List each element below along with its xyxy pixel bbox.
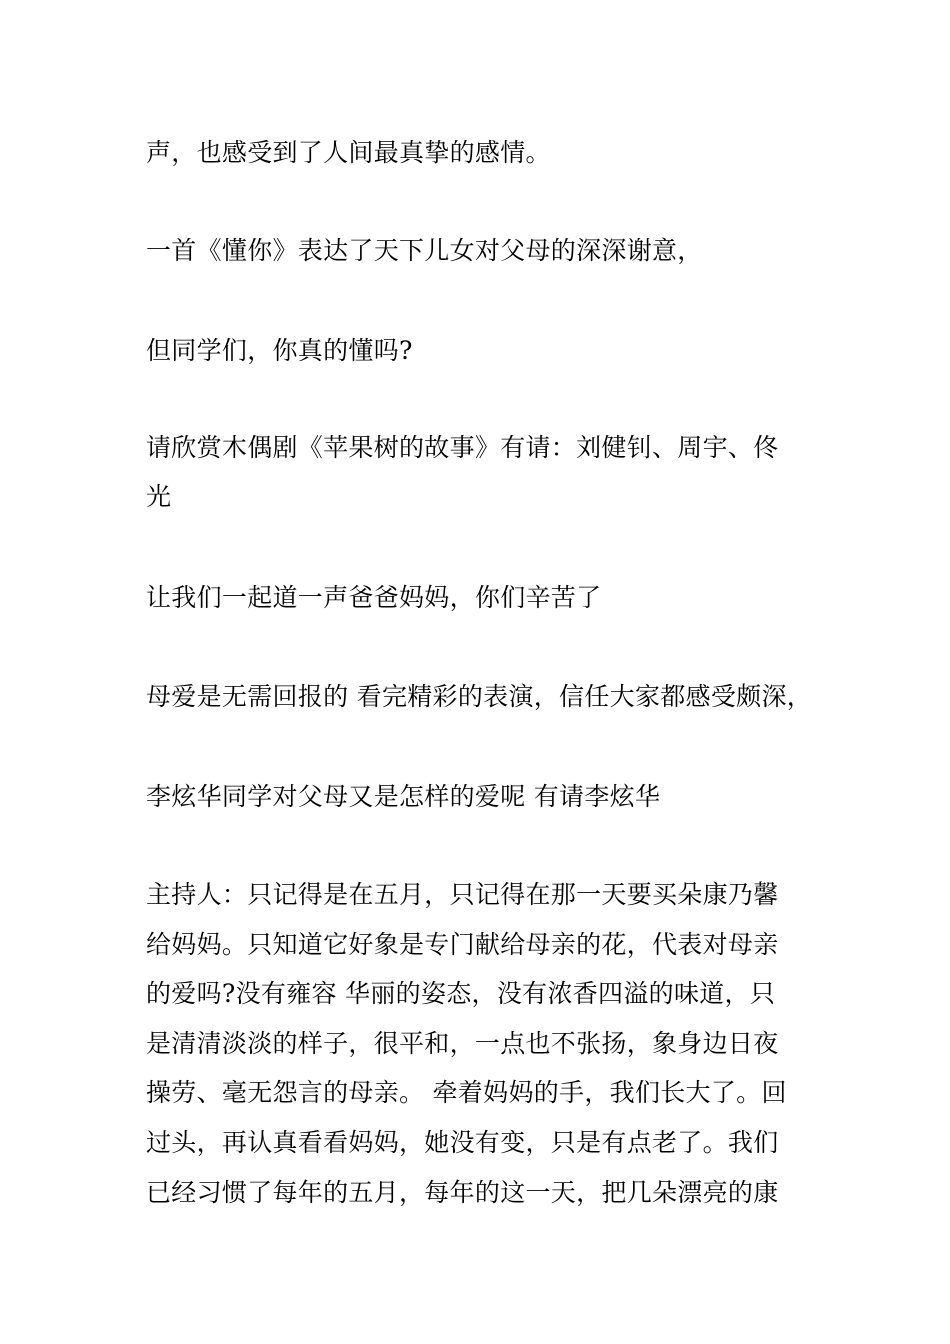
text-line: 让我们一起道一声爸爸妈妈，你们辛苦了 [146,583,602,612]
text-line: 请欣赏木偶剧《苹果树的故事》有请：刘健钊、周宇、佟 [146,433,779,462]
paragraph-4-line-2 [146,482,816,512]
text-line: 李炫华同学对父母又是怎样的爱呢 有请李炫华 [146,782,661,811]
text-line: 但同学们，你真的懂吗? [146,336,413,365]
paragraph-1 [146,138,816,168]
text-line: 主持人：只记得是在五月，只记得在那一天要买朵康乃馨 [146,880,779,909]
paragraph-5 [146,583,816,613]
paragraph-3 [146,336,816,366]
paragraph-6 [146,682,816,712]
text-line: 声，也感受到了人间最真挚的感情。 [146,138,551,167]
paragraph-2 [146,236,816,266]
text-line: 一首《懂你》表达了天下儿女对父母的深深谢意， [146,236,703,265]
paragraph-7 [146,782,816,812]
text-line: 的爱吗?没有雍容 华丽的姿态，没有浓香四溢的味道，只 [146,979,776,1009]
text-line: 光 [146,482,172,511]
text-line: 给妈妈。只知道它好象是专门献给母亲的花，代表对母亲 [146,929,779,959]
text-line: 是清清淡淡的样子，很平和，一点也不张扬，象身边日夜 [146,1028,779,1058]
text-line: 母爱是无需回报的 看完精彩的表演，信任大家都感受颇深， [146,682,813,711]
text-line: 操劳、毫无怨言的母亲。 牵着妈妈的手，我们长大了。回 [146,1078,787,1108]
text-line: 过头，再认真看看妈妈，她没有变，只是有点老了。我们 [146,1127,779,1157]
paragraph-4-line-1 [146,433,816,463]
paragraph-8 [146,870,808,1217]
text-line: 已经习惯了每年的五月，每年的这一天，把几朵漂亮的康 [146,1177,779,1207]
